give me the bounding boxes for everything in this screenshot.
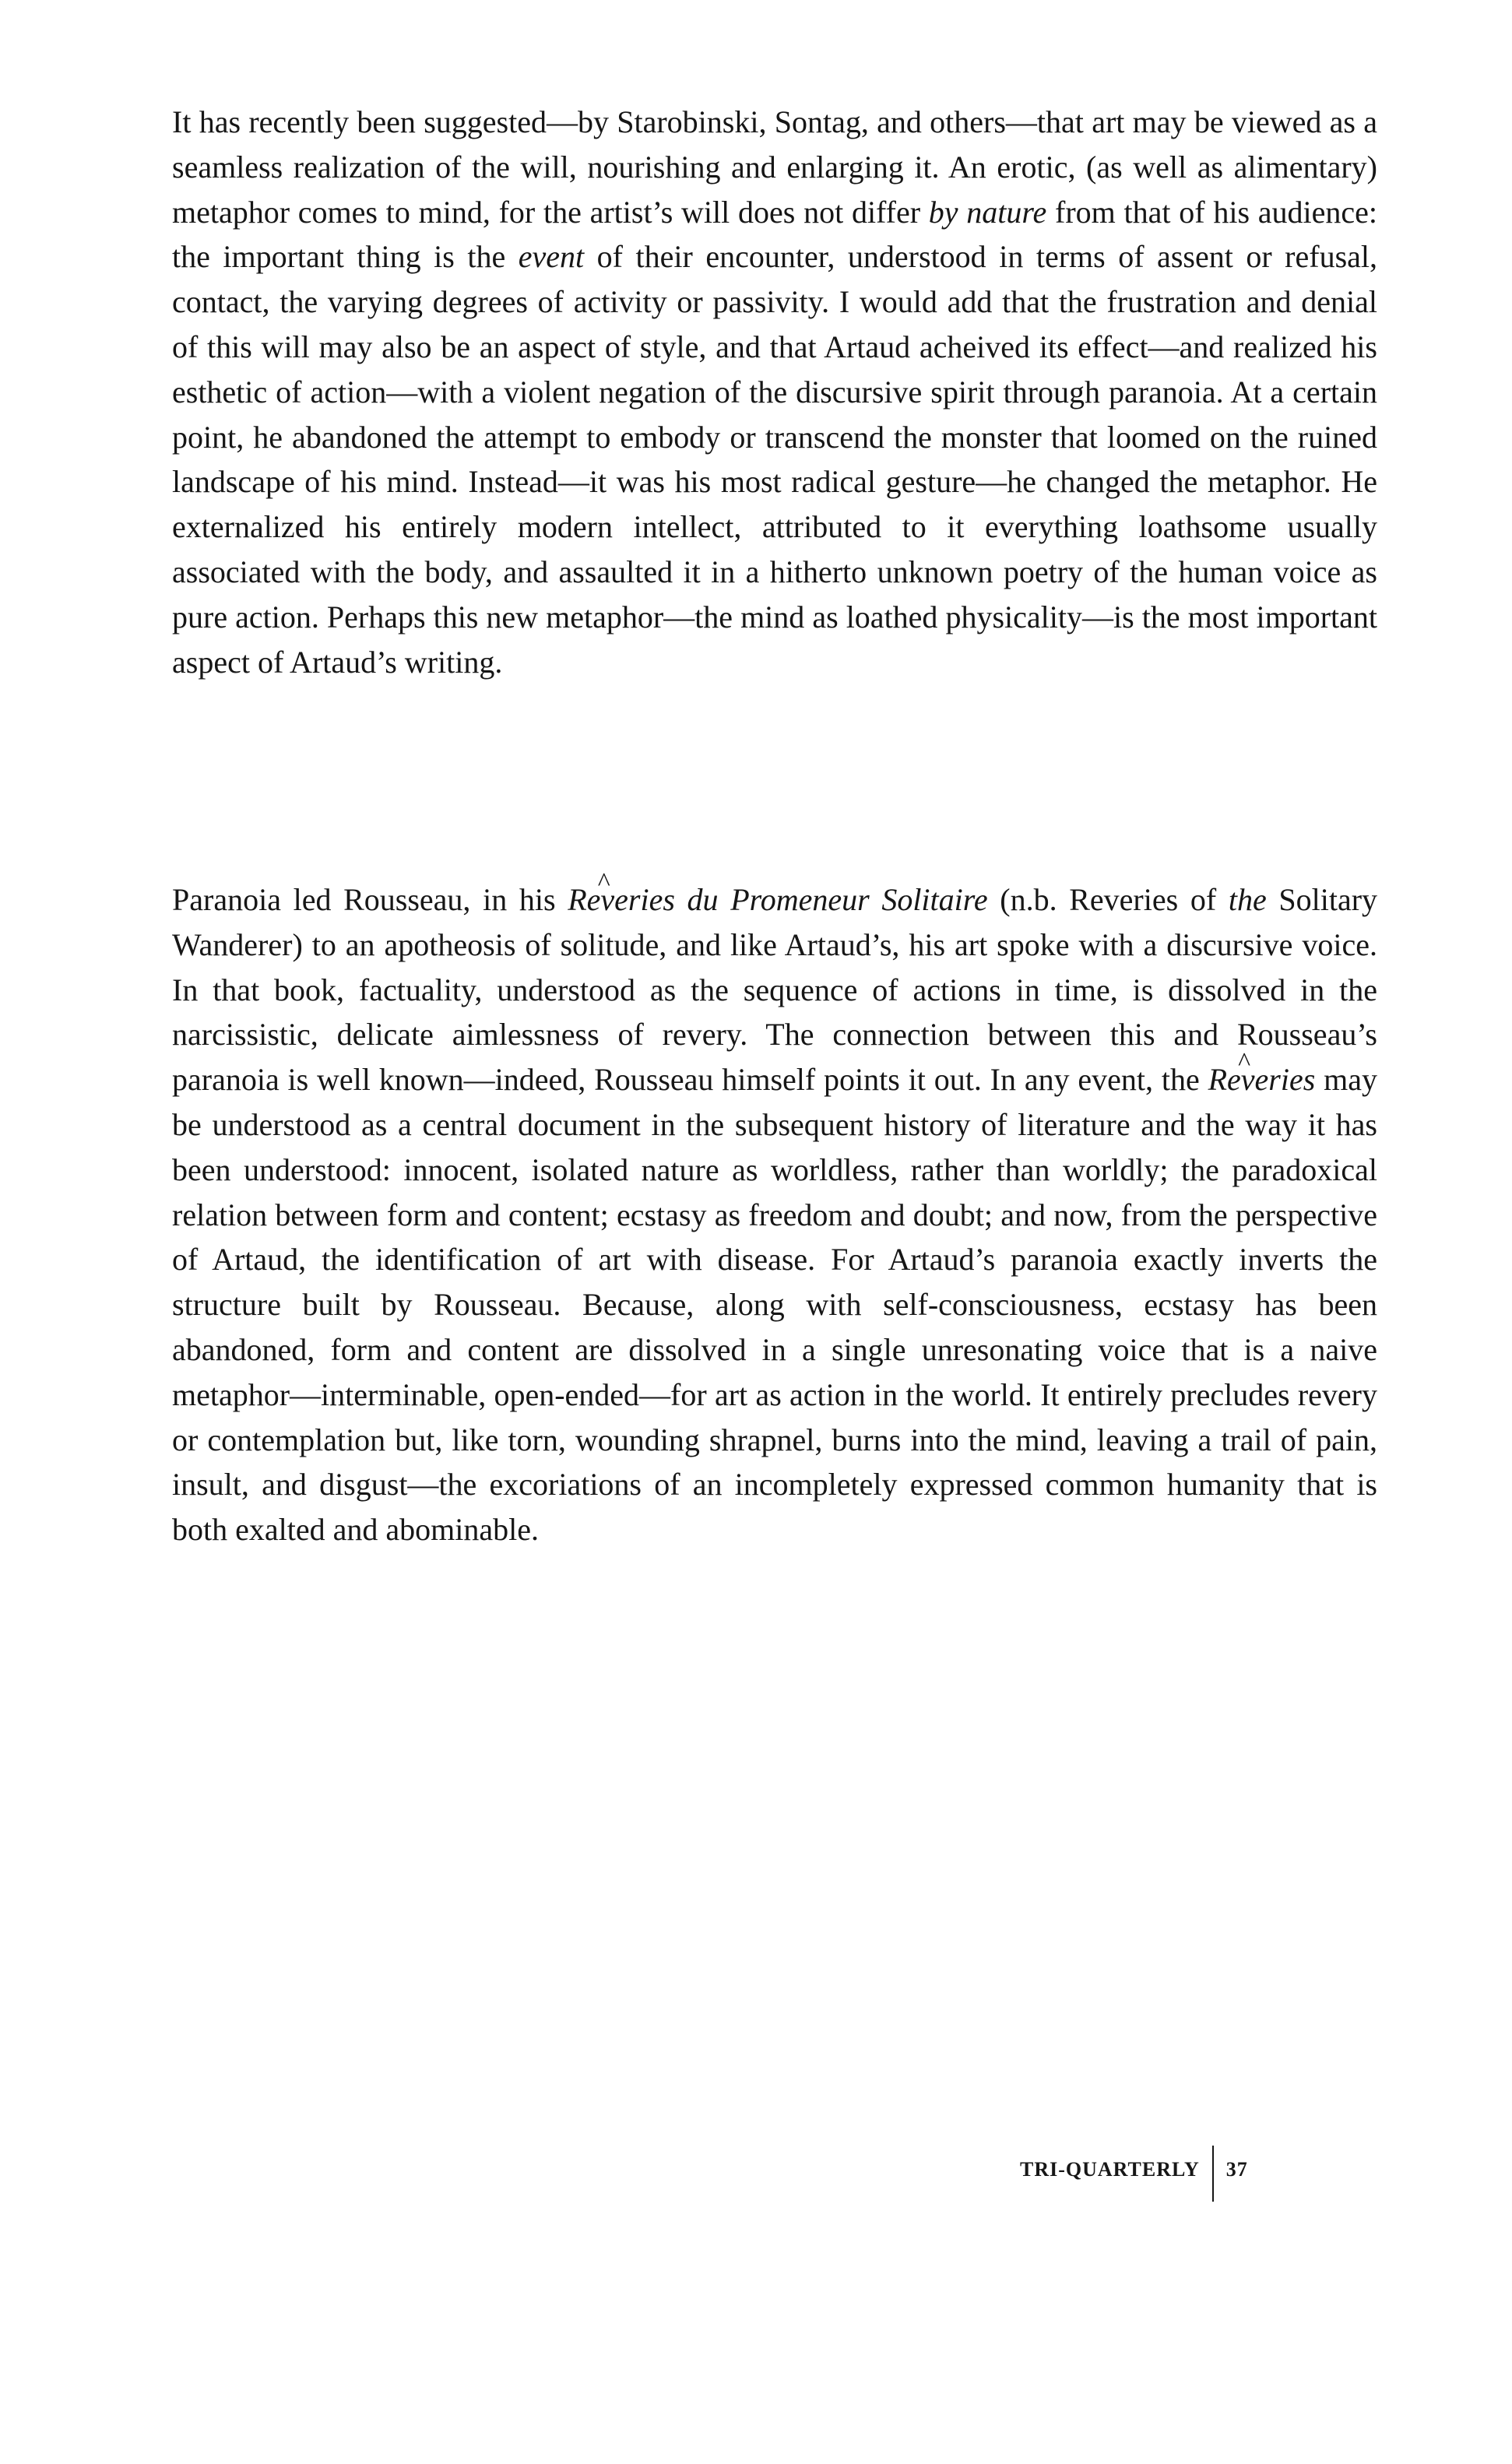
italic-title-text: ^ Reveries — [568, 877, 675, 923]
italic-text: event — [518, 239, 585, 275]
italic-text: the — [1228, 882, 1267, 917]
italic-title-text: ^ Reveries — [1208, 1057, 1316, 1102]
paragraph-text: It has recently been suggested—by Starobinski, Sontag, and others—that art may be viewed as a seamless realization of the will, nourishing and enlarging it. An erotic, (as well as alimentary) metaphor comes to mind, for the artist’s will does not differ — [172, 104, 1377, 230]
paragraph-text: may be understood as a central document in the subsequent history of literature and the way it has been understood: innocent, isolated nature as worldless, rather than worldly; the paradoxical relation between form and content; ecstasy as freedom and doubt; and now, from the perspective of Artaud, the identification of art with disease. For Artaud’s paranoia exactly inverts the structure built by Rousseau. Because, along with self-consciousness, ecstasy has been abandoned, form and content are dissolved in a single unresonating voice that is a naive metaphor—interminable, open-ended—for art as action in the world. It entirely precludes revery or contemplation but, like torn, wounding shrapnel, burns into the mind, leaving a trail of pain, insult, and disgust—the excoriations of an incompletely expressed common humanity that is both exalted and abominable. — [172, 1062, 1377, 1548]
paragraph-text: Solitary Wanderer) to an apotheosis of solitude, and like Artaud’s, his art spoke with a discursive voice. In that book, factuality, understood as the sequence of actions in time, is dissolved in the narcissistic, delicate aimlessness of revery. The connection between this and Rousseau’s paranoia is well known—indeed, Rousseau himself points it out. In any event, the — [172, 882, 1378, 1098]
body-paragraph-2 — [172, 877, 1377, 1552]
journal-name: TRI-QUARTERLY — [1020, 2158, 1200, 2181]
body-paragraph-1 — [172, 100, 1377, 684]
italic-text: by nature — [928, 194, 1047, 230]
italic-text: du Promeneur Solitaire — [674, 882, 988, 917]
paragraph-text: Paranoia led Rousseau, in his — [172, 882, 568, 917]
page-number: 37 — [1225, 2158, 1248, 2181]
paragraph-text: from that of his audience: the important thing is the — [172, 194, 1378, 275]
page-footer — [1020, 2142, 1248, 2197]
paragraph-text: of their encounter, understood in terms of assent or refusal, contact, the varying degrees of activity or passivity. I would add that the frustration and denial of this will may also be an aspect of style, and that Artaud acheived its effect—and realized his esthetic of action—with a violent negation of the discursive spirit through paranoia. At a certain point, he abandoned the attempt to embody or transcend the monster that loomed on the ruined landscape of his mind. Instead—it was his most radical gesture—he changed the metaphor. He externalized his entirely modern intellect, attributed to it everything loathsome usually associated with the body, and assaulted it in a hitherto unknown poetry of the human voice as pure action. Perhaps this new metaphor—the mind as loathed physicality—is the most important aspect of Artaud’s writing. — [172, 239, 1378, 680]
paragraph-text: (n.b. Reveries of — [987, 882, 1229, 917]
